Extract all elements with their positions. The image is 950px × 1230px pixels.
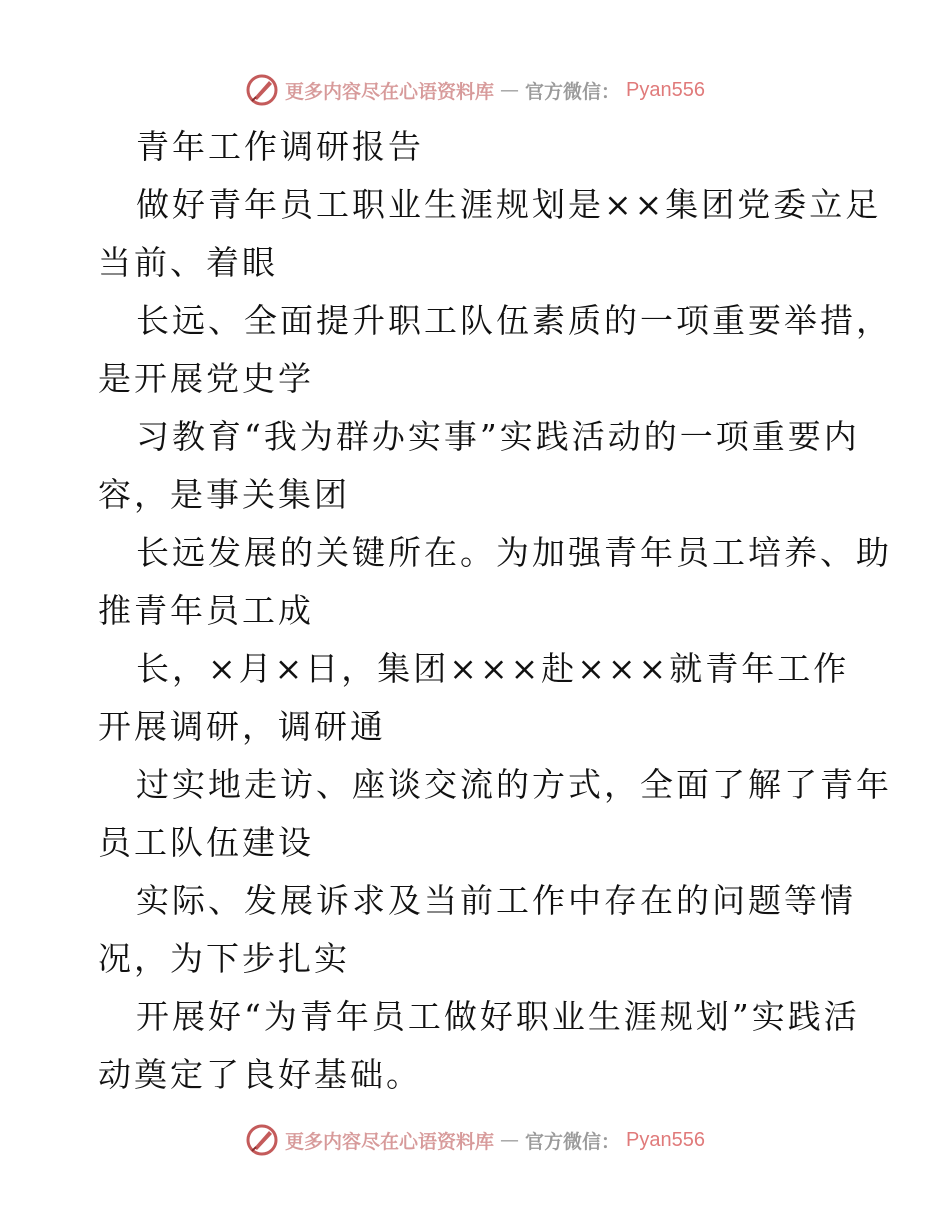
- text-line: 员工队伍建设: [98, 823, 314, 862]
- text-line: 开展好“为青年员工做好职业生涯规划”实践活: [136, 997, 860, 1036]
- text-line: 况，为下步扎实: [98, 939, 350, 978]
- watermark-brand: 更多内容尽在心语资料库: [285, 80, 495, 103]
- watermark-wechat-id: Pyan556: [626, 1128, 705, 1151]
- text-line: 当前、着眼: [98, 243, 278, 282]
- text-line: 是开展党史学: [98, 359, 314, 398]
- watermark-separator: —: [500, 79, 520, 101]
- quill-logo-icon: [245, 73, 279, 107]
- text-line: 做好青年员工职业生涯规划是××集团党委立足: [136, 185, 882, 224]
- text-line: 长，×月×日，集团×××赴×××就青年工作: [136, 649, 850, 688]
- text-line: 习教育“我为群办实事”实践活动的一项重要内: [136, 417, 860, 456]
- watermark-label: 官方微信：: [525, 1130, 621, 1153]
- watermark-wechat-id: Pyan556: [626, 78, 705, 101]
- header-watermark: [0, 70, 950, 110]
- text-line: 长远发展的关键所在。为加强青年员工培养、助: [136, 533, 892, 572]
- text-line: 推青年员工成: [98, 591, 314, 630]
- text-line: 动奠定了良好基础。: [98, 1055, 422, 1094]
- document-body: [98, 118, 892, 1104]
- text-line: 长远、全面提升职工队伍素质的一项重要举措，: [136, 301, 892, 340]
- watermark-separator: —: [500, 1129, 520, 1151]
- footer-watermark: [0, 1120, 950, 1160]
- quill-logo-icon: [245, 1123, 279, 1157]
- text-line: 实际、发展诉求及当前工作中存在的问题等情: [136, 881, 856, 920]
- watermark-label: 官方微信：: [525, 80, 621, 103]
- document-title: 青年工作调研报告: [136, 127, 424, 166]
- text-line: 过实地走访、座谈交流的方式，全面了解了青年: [136, 765, 892, 804]
- watermark-brand: 更多内容尽在心语资料库: [285, 1130, 495, 1153]
- text-line: 开展调研，调研通: [98, 707, 386, 746]
- text-line: 容，是事关集团: [98, 475, 350, 514]
